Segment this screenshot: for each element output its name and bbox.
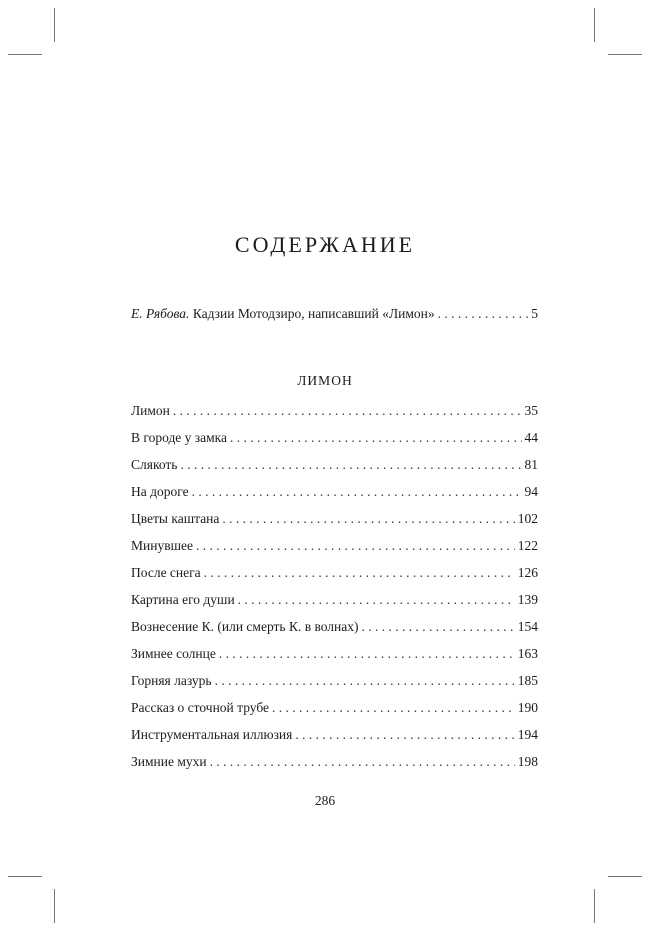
toc-entry[interactable] xyxy=(131,646,538,673)
toc-entry[interactable] xyxy=(131,538,538,565)
toc-entry[interactable] xyxy=(131,457,538,484)
toc-entry-page: 126 xyxy=(517,565,538,580)
toc-list xyxy=(131,403,538,781)
toc-entry-page: 190 xyxy=(517,700,538,715)
toc-entry-page: 198 xyxy=(517,754,538,769)
toc-entry-page: 102 xyxy=(517,511,538,526)
toc-entry-page: 44 xyxy=(524,430,538,445)
toc-entry-title: Инструментальная иллюзия xyxy=(131,727,293,742)
page-number: 286 xyxy=(314,793,336,808)
toc-entry[interactable] xyxy=(131,700,538,727)
crop-mark-top-left xyxy=(54,8,55,42)
dot-leader xyxy=(215,673,515,689)
dot-leader xyxy=(362,619,515,635)
dot-leader xyxy=(238,592,515,608)
toc-entry-page: 154 xyxy=(517,619,538,634)
toc-entry[interactable] xyxy=(131,565,538,592)
toc-entry-page: 185 xyxy=(517,673,538,688)
crop-mark-right-top xyxy=(608,54,642,55)
section-title: ЛИМОН xyxy=(297,373,353,388)
toc-entry-title: Рассказ о сточной трубе xyxy=(131,700,270,715)
toc-entry-title: Горняя лазурь xyxy=(131,673,212,688)
dot-leader xyxy=(222,511,514,527)
dot-leader xyxy=(196,538,515,554)
crop-mark-left-top xyxy=(8,54,42,55)
toc-entry-page: 35 xyxy=(524,403,538,418)
toc-entry-title: Слякоть xyxy=(131,457,178,472)
toc-entry-page: 94 xyxy=(524,484,538,499)
toc-entry-title: Зимнее солнце xyxy=(131,646,216,661)
intro-page-number: 5 xyxy=(531,306,538,321)
dot-leader xyxy=(180,457,521,473)
toc-entry-title: Лимон xyxy=(131,403,170,418)
toc-entry-title: В городе у замка xyxy=(131,430,228,445)
toc-entry[interactable] xyxy=(131,403,538,430)
toc-entry[interactable] xyxy=(131,619,538,646)
page-title: СОДЕРЖАНИЕ xyxy=(234,232,416,257)
crop-mark-bottom-left xyxy=(54,889,55,923)
dot-leader xyxy=(438,306,529,322)
dot-leader xyxy=(192,484,522,500)
toc-entry-title: На дороге xyxy=(131,484,189,499)
dot-leader xyxy=(173,403,522,419)
toc-entry-title: Минувшее xyxy=(131,538,193,553)
dot-leader xyxy=(210,754,515,770)
dot-leader xyxy=(230,430,521,446)
toc-entry-page: 81 xyxy=(524,457,538,472)
crop-mark-bottom-right xyxy=(594,889,595,923)
crop-mark-right-bottom xyxy=(608,876,642,877)
intro-title: Кадзии Мотодзиро, написавший «Лимон» xyxy=(192,306,435,321)
toc-entry[interactable] xyxy=(131,592,538,619)
toc-entry-title: Цветы каштана xyxy=(131,511,220,526)
toc-entry-title: Картина его души xyxy=(131,592,235,607)
toc-entry[interactable] xyxy=(131,511,538,538)
toc-entry-title: Вознесение К. (или смерть К. в волнах) xyxy=(131,619,359,634)
toc-entry-page: 194 xyxy=(517,727,538,742)
toc-entry-title: После снега xyxy=(131,565,201,580)
dot-leader xyxy=(219,646,515,662)
toc-entry-page: 122 xyxy=(517,538,538,553)
intro-author: Е. Рябова. xyxy=(131,306,190,321)
dot-leader xyxy=(295,727,514,743)
dot-leader xyxy=(204,565,515,581)
toc-entry-page: 163 xyxy=(517,646,538,661)
dot-leader xyxy=(272,700,515,716)
toc-entry[interactable] xyxy=(131,673,538,700)
toc-entry[interactable] xyxy=(131,484,538,511)
toc-entry-title: Зимние мухи xyxy=(131,754,207,769)
crop-mark-top-right xyxy=(594,8,595,42)
toc-entry-page: 139 xyxy=(517,592,538,607)
toc-entry[interactable] xyxy=(131,430,538,457)
toc-entry[interactable] xyxy=(131,754,538,781)
crop-mark-left-bottom xyxy=(8,876,42,877)
toc-entry[interactable] xyxy=(131,727,538,754)
intro-entry[interactable] xyxy=(131,306,538,322)
